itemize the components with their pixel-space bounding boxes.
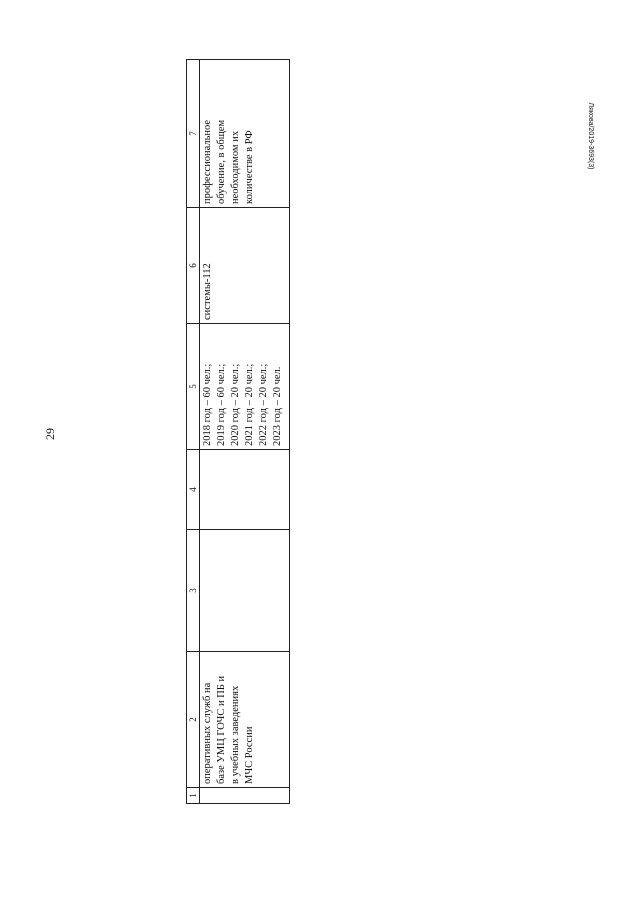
cell-col-2 — [200, 652, 290, 788]
cell-line: 2023 год – 20 чел. — [272, 366, 283, 446]
cell-line: необходимом их — [230, 130, 241, 204]
cell-col-7 — [200, 60, 290, 208]
cell-col-4 — [200, 450, 290, 530]
cell-line: 2019 год – 60 чел.; — [216, 363, 227, 446]
table-row — [200, 60, 290, 804]
cell-line: 2018 год – 60 чел.; — [202, 363, 213, 446]
cell-line: оперативных служб на — [202, 682, 213, 784]
column-header-7: 7 — [187, 60, 200, 208]
document-code: Лякова/2019-3693(3) — [587, 102, 594, 170]
cell-col-6 — [200, 208, 290, 324]
rotated-table-container — [186, 60, 290, 804]
cell-col-1 — [200, 788, 290, 804]
column-header-5: 5 — [187, 324, 200, 450]
cell-line: обучение, в общем — [216, 119, 227, 204]
column-header-6: 6 — [187, 208, 200, 324]
page-number: 29 — [43, 428, 57, 440]
cell-line: МЧС России — [244, 726, 255, 784]
column-number-row — [187, 60, 200, 804]
cell-line: 2020 год – 20 чел.; — [230, 363, 241, 446]
cell-col-5 — [200, 324, 290, 450]
cell-line: 2021 год – 20 чел.; — [244, 363, 255, 446]
column-header-4: 4 — [187, 450, 200, 530]
column-header-3: 3 — [187, 530, 200, 652]
cell-line: системы-112 — [202, 263, 213, 320]
cell-line: профессиональное — [202, 119, 213, 204]
cell-line: в учебных заведениях — [230, 685, 241, 784]
cell-line: 2022 год – 20 чел.; — [258, 363, 269, 446]
cell-col-3 — [200, 530, 290, 652]
data-table — [186, 59, 290, 804]
column-header-1: 1 — [187, 788, 200, 804]
cell-line: количестве в РФ — [244, 130, 255, 204]
cell-line: базе УМЦ ГОЧС и ПБ и — [216, 675, 227, 784]
column-header-2: 2 — [187, 652, 200, 788]
